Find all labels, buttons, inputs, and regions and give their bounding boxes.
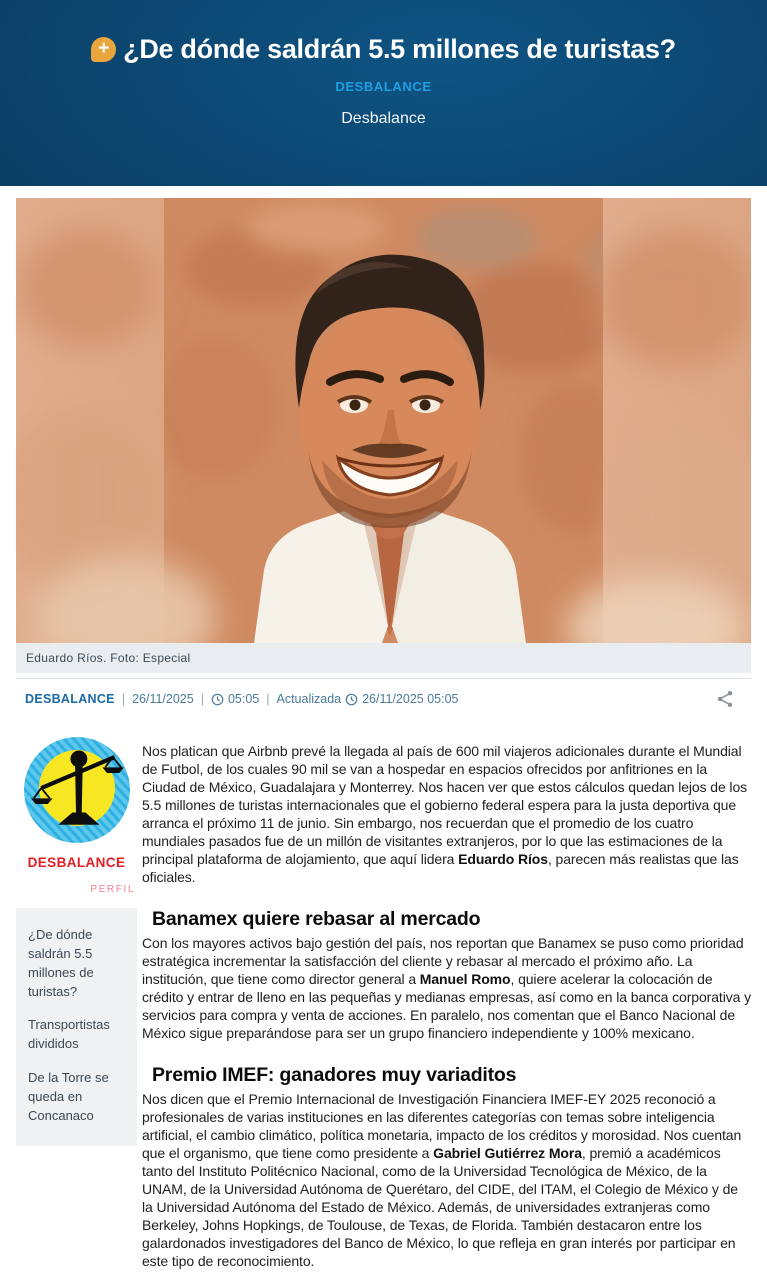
clock-icon [211, 693, 224, 706]
article-paragraph: Nos dicen que el Premio Internacional de Investigación Financiera IMEF-EY 2025 reconoció a profesionales de varias instituciones en las diferentes categorías con temas sobre inteligencia artificial, el cambio climático, política monetaria, impacto de los créditos y morosidad. Nos cuentan que el organismo, que tiene como presidente a Gabriel Gutiérrez Mora, premió a académicos tanto del Instituto Politécnico Nacional, como de la Universidad Tecnológica de México, de la UNAM, de la Universidad Autónoma de Querétaro, del CIDE, del ITAM, el Colegio de México y de la Universidad Autónoma del Estado de México. Además, de universidades extranjeras como Berkeley, Johns Hopkings, de Toulouse, de Texas, de Florida. También destacaron entre los galardonados investigadores del Banco de México, lo que refleja en gran interés por participar en este tipo de reconocimiento. [142, 1091, 742, 1269]
sidebar-kicker-perfil: PERFIL [90, 884, 135, 895]
hero-subtitle: Desbalance [341, 110, 426, 127]
desbalance-scale-logo-icon [30, 739, 124, 839]
share-icon [715, 689, 735, 709]
hero-section-label[interactable]: DESBALANCE [335, 79, 432, 94]
premium-plus-icon: + [91, 37, 116, 62]
sidebar-brand-label[interactable]: DESBALANCE [27, 855, 126, 870]
article-paragraph: Nos platican que Airbnb prevé la llegada al país de 600 mil viajeros adicionales durante el Mundial de Futbol, de los cuales 90 mil se van a hospedar en espacios ofrecidos por anfitriones en la Ciudad de México, Guadalajara y Monterrey. Nos hacen ver que estos cálculos quedan lejos de los 5.5 millones de turistas internacionales que el gobierno federal espera para la justa deportiva que arranca el próximo 11 de junio. Sin embargo, nos recuerdan que el promedio de los cuatro mundiales pasados fue de un millón de visitantes extranjeros, por lo que las estimaciones de la principal plataforma de alojamiento, que aquí lidera Eduardo Ríos, parecen más realistas que las oficiales. [142, 743, 748, 885]
article-photo [16, 198, 751, 643]
meta-time: 05:05 [211, 692, 259, 706]
share-button[interactable] [713, 687, 737, 711]
meta-updated: Actualizada 26/11/2025 05:05 [276, 692, 459, 706]
meta-date: 26/11/2025 [132, 692, 194, 706]
related-article-link[interactable]: De la Torre se queda en Concanaco [28, 1070, 109, 1123]
portrait-illustration [16, 198, 751, 643]
section-heading-premio-imef: Premio IMEF: ganadores muy variaditos [152, 1064, 517, 1086]
section-heading-banamex: Banamex quiere rebasar al mercado [152, 908, 481, 930]
meta-divider [16, 678, 751, 679]
article-sidebar [16, 735, 137, 1286]
article-body [142, 735, 751, 1286]
meta-separator: | [266, 692, 270, 706]
desbalance-avatar[interactable] [24, 737, 130, 843]
related-article-link[interactable]: Transportistas divididos [28, 1017, 110, 1052]
meta-separator: | [200, 692, 204, 706]
photo-caption: Eduardo Ríos. Foto: Especial [16, 643, 751, 673]
article-meta-bar [25, 687, 751, 711]
article-paragraph: Con los mayores activos bajo gestión del país, nos reportan que Banamex se puso como prioridad estratégica incrementar la satisfacción del cliente y rebasar al mercado el próximo año. La institución, que tiene como director general a Manuel Romo, quiere acelerar la colocación de crédito y entrar de lleno en las pequeñas y medianas empresas, así como en la banca corporativa y servicios para compra y venta de acciones. En paralelo, nos comentan que el Banco Nacional de México sigue preparándose para ser un grupo financiero independiente y 100% mexicano. [142, 935, 751, 1041]
meta-separator: | [121, 692, 126, 706]
article-hero-header [0, 0, 767, 186]
related-articles-box [16, 908, 137, 1146]
clock-icon [345, 693, 358, 706]
page-title [91, 34, 676, 65]
page-title-text: ¿De dónde saldrán 5.5 millones de turistas? [123, 34, 676, 64]
related-article-link[interactable]: ¿De dónde saldrán 5.5 millones de turistas? [28, 927, 94, 999]
meta-section-link[interactable]: DESBALANCE [25, 692, 115, 706]
